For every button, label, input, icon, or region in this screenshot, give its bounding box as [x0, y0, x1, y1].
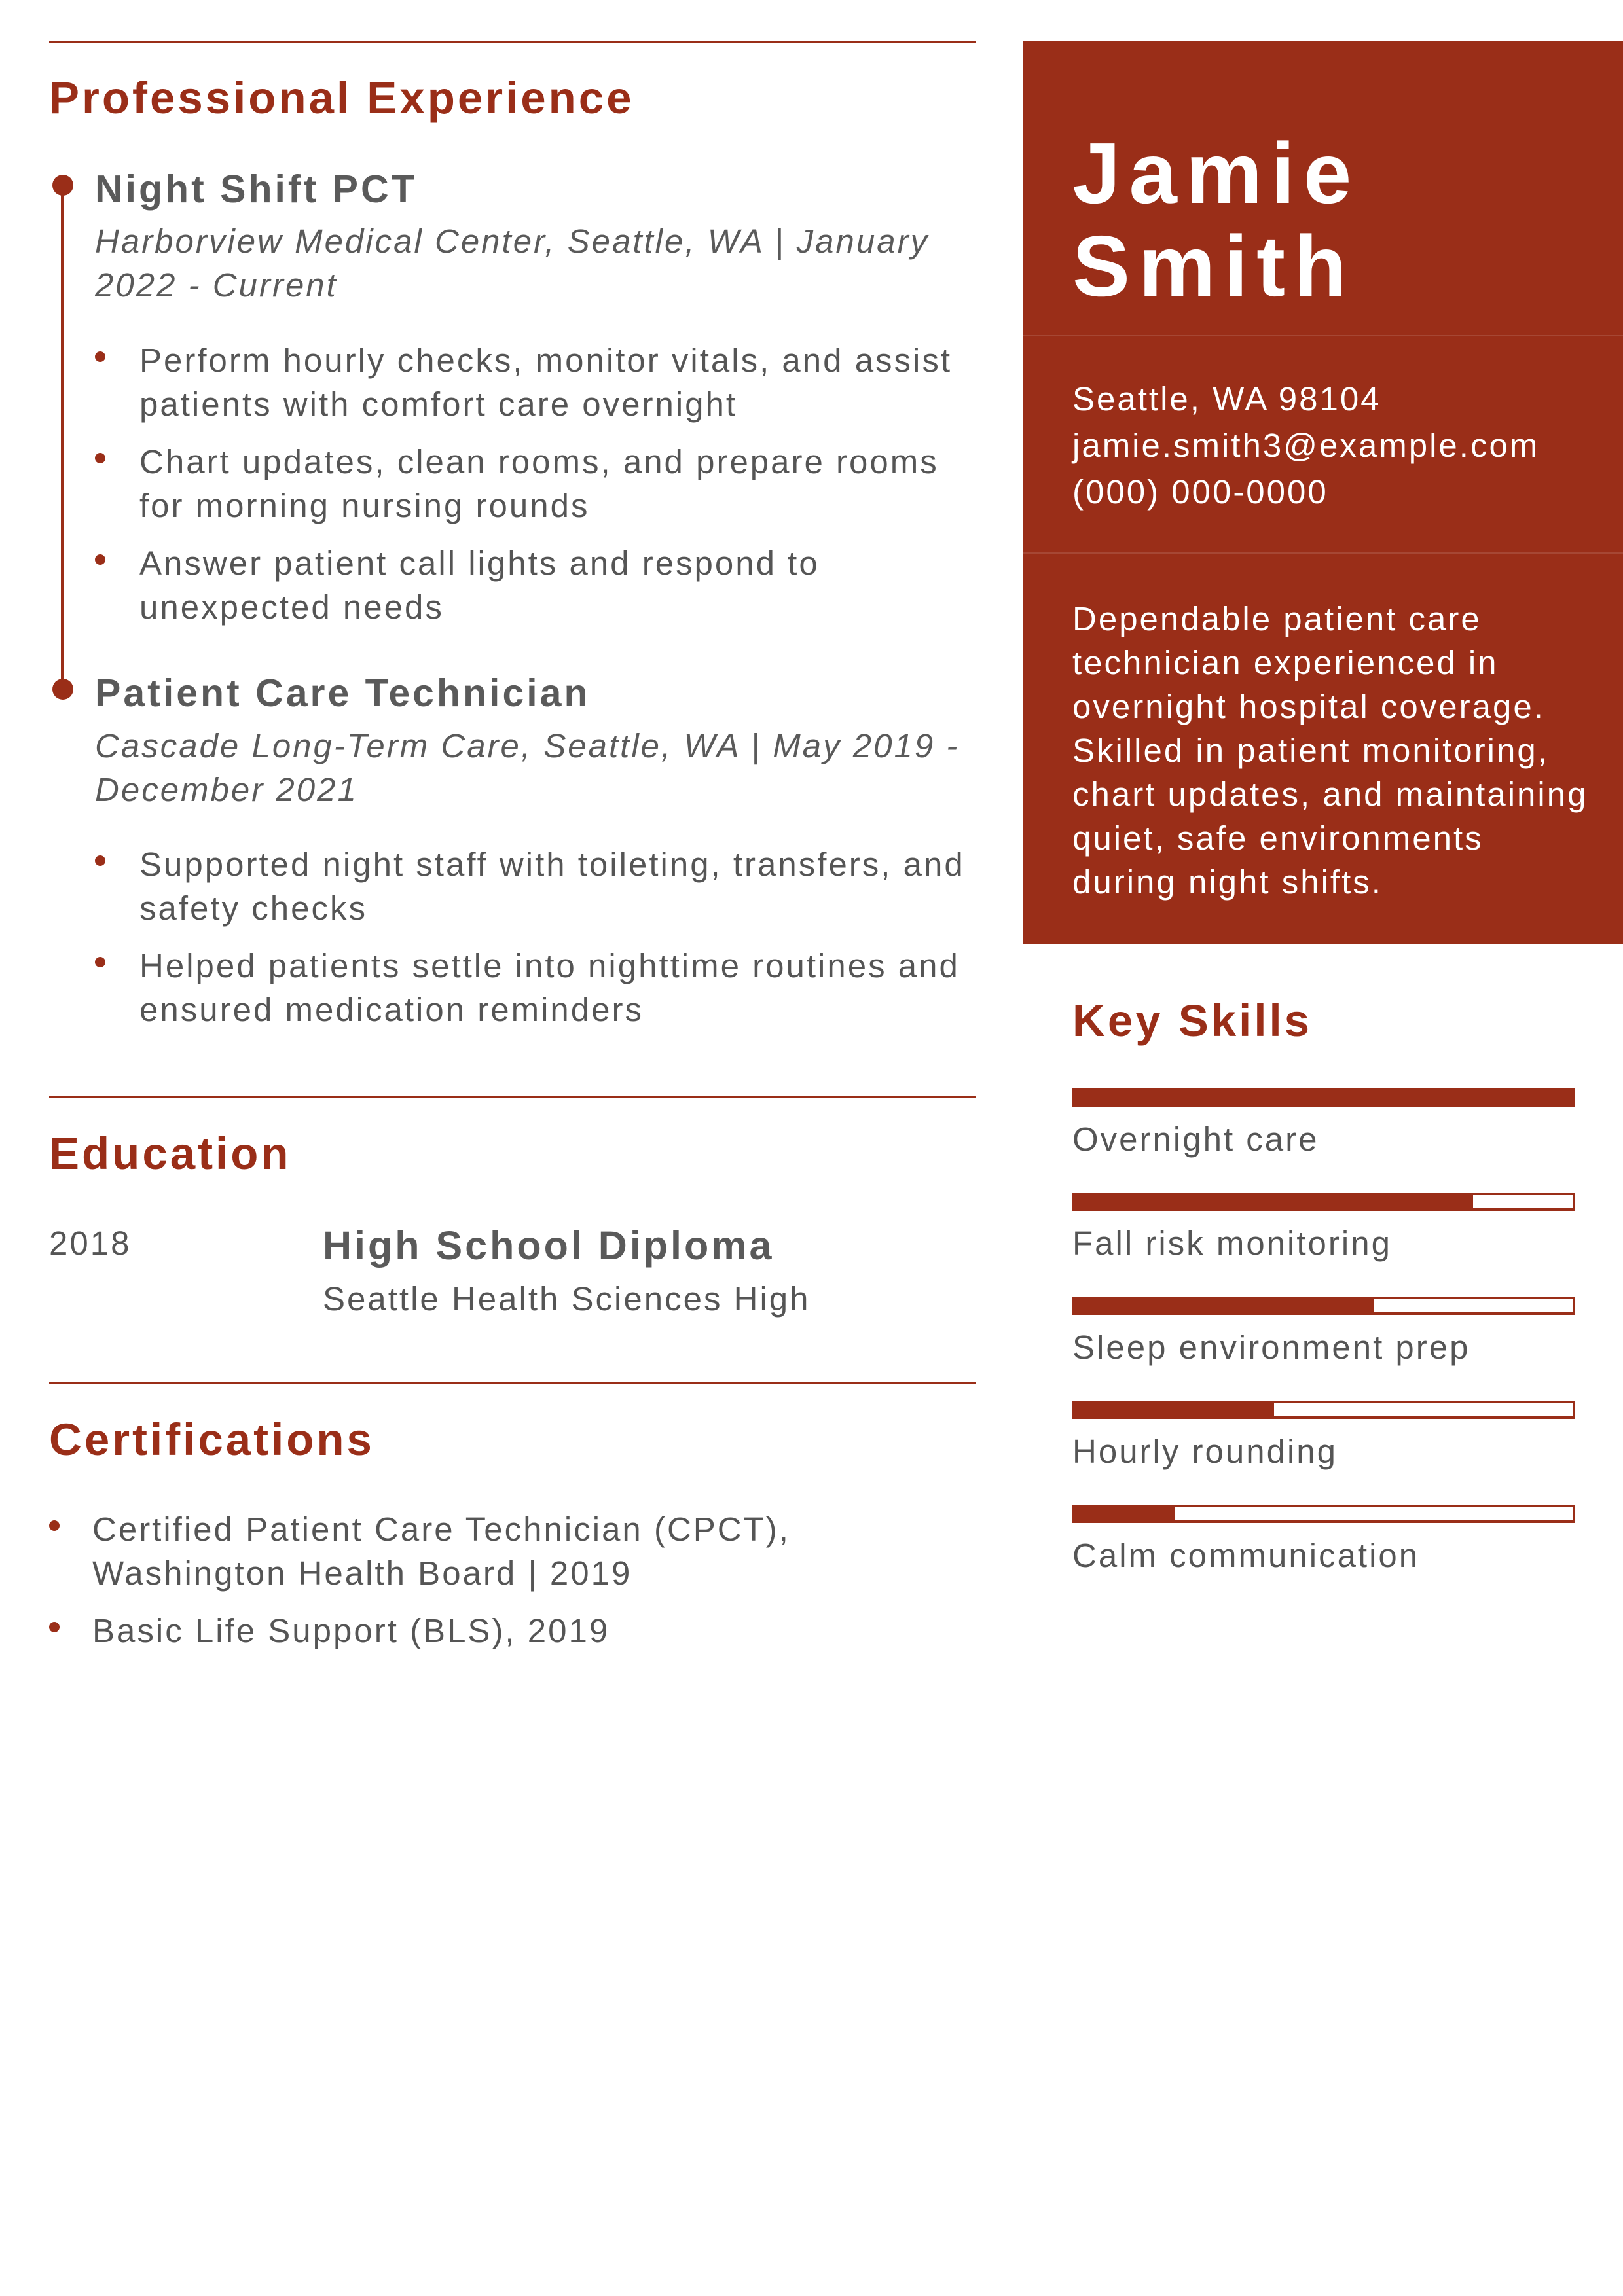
skill-bar: [1072, 1505, 1575, 1523]
job-title: Patient Care Technician: [95, 672, 591, 715]
skill-bar: [1072, 1088, 1575, 1107]
skill-bar-fill: [1075, 1195, 1473, 1208]
bullet-text: Perform hourly checks, monitor vitals, and assist patients with comfort care overnight: [139, 342, 953, 423]
bullet-dot-icon: [49, 1520, 60, 1531]
panel-divider: [1023, 335, 1623, 336]
bullet-dot-icon: [95, 957, 105, 967]
bullet-dot-icon: [95, 855, 105, 866]
skill-bar: [1072, 1401, 1575, 1419]
first-name: Jamie: [1072, 125, 1360, 221]
bullet-dot-icon: [49, 1622, 60, 1632]
skill-item: [1072, 1297, 1575, 1367]
bullet-dot-icon: [95, 453, 105, 463]
skill-item: [1072, 1088, 1575, 1158]
skill-label: Fall risk monitoring: [1072, 1225, 1392, 1262]
list-item: [95, 842, 976, 930]
location: Seattle, WA 98104: [1072, 380, 1381, 418]
bullet-dot-icon: [95, 351, 105, 362]
skill-bar-fill: [1075, 1507, 1175, 1520]
contact-info: [1072, 376, 1539, 515]
timeline-dot: [52, 679, 73, 700]
timeline-dot: [52, 175, 73, 196]
certifications-list: [49, 1507, 976, 1666]
skill-bar-fill: [1075, 1091, 1573, 1104]
education-year: 2018: [49, 1225, 132, 1262]
list-item: [95, 338, 976, 426]
education-degree: High School Diploma: [323, 1223, 775, 1268]
job-meta-line: December 2021: [95, 771, 358, 808]
skill-bar: [1072, 1193, 1575, 1211]
panel-divider: [1023, 552, 1623, 554]
section-divider: [49, 41, 976, 43]
job-meta: [95, 219, 972, 307]
education-heading: Education: [49, 1128, 291, 1179]
list-item: [95, 541, 976, 629]
certification-text: Basic Life Support (BLS), 2019: [92, 1612, 610, 1649]
bullet-text: Chart updates, clean rooms, and prepare rooms for morning nursing rounds: [139, 443, 939, 524]
bullet-dot-icon: [95, 554, 105, 565]
skill-bar-fill: [1075, 1299, 1374, 1312]
job-bullets: [95, 842, 976, 1045]
list-item: [95, 440, 976, 528]
section-divider: [49, 1382, 976, 1384]
bullet-text: Supported night staff with toileting, transfers, and safety checks: [139, 846, 965, 927]
header-panel: [1023, 41, 1623, 944]
skill-label: Calm communication: [1072, 1537, 1420, 1574]
email-link[interactable]: jamie.smith3@example.com: [1072, 427, 1540, 464]
list-item: [49, 1507, 976, 1595]
candidate-name: [1072, 127, 1360, 313]
skill-bar-fill: [1075, 1403, 1274, 1416]
bullet-text: Helped patients settle into nighttime routines and ensured medication reminders: [139, 947, 960, 1028]
job-meta-line: 2022 - Current: [95, 266, 338, 304]
list-item: [95, 944, 976, 1031]
skill-item: [1072, 1193, 1575, 1263]
professional-summary: Dependable patient care technician experienced in overnight hospital coverage. Skilled in patient monitoring, chart updates, and maintaining quiet, safe environments during night shifts.: [1072, 600, 1588, 901]
education-school: Seattle Health Sciences High: [323, 1280, 811, 1318]
skills-heading: Key Skills: [1072, 996, 1313, 1046]
job-meta-line: Harborview Medical Center, Seattle, WA | January: [95, 223, 930, 260]
certifications-heading: Certifications: [49, 1414, 374, 1465]
skill-label: Sleep environment prep: [1072, 1329, 1470, 1366]
skill-item: [1072, 1505, 1575, 1575]
job-title: Night Shift PCT: [95, 168, 418, 211]
bullet-text: Answer patient call lights and respond to unexpected needs: [139, 545, 820, 626]
skill-label: Hourly rounding: [1072, 1433, 1338, 1470]
section-divider: [49, 1096, 976, 1098]
timeline-line: [61, 183, 64, 694]
skill-item: [1072, 1401, 1575, 1471]
experience-heading: Professional Experience: [49, 73, 634, 123]
skill-label: Overnight care: [1072, 1121, 1319, 1158]
job-meta-line: Cascade Long-Term Care, Seattle, WA | May 2019 -: [95, 727, 960, 764]
phone-number: (000) 000-0000: [1072, 473, 1328, 511]
list-item: [49, 1609, 976, 1653]
certification-text: Certified Patient Care Technician (CPCT), Washington Health Board | 2019: [92, 1511, 790, 1592]
job-meta: [95, 724, 972, 812]
job-bullets: [95, 338, 976, 643]
skill-bar: [1072, 1297, 1575, 1315]
last-name: Smith: [1072, 218, 1355, 314]
